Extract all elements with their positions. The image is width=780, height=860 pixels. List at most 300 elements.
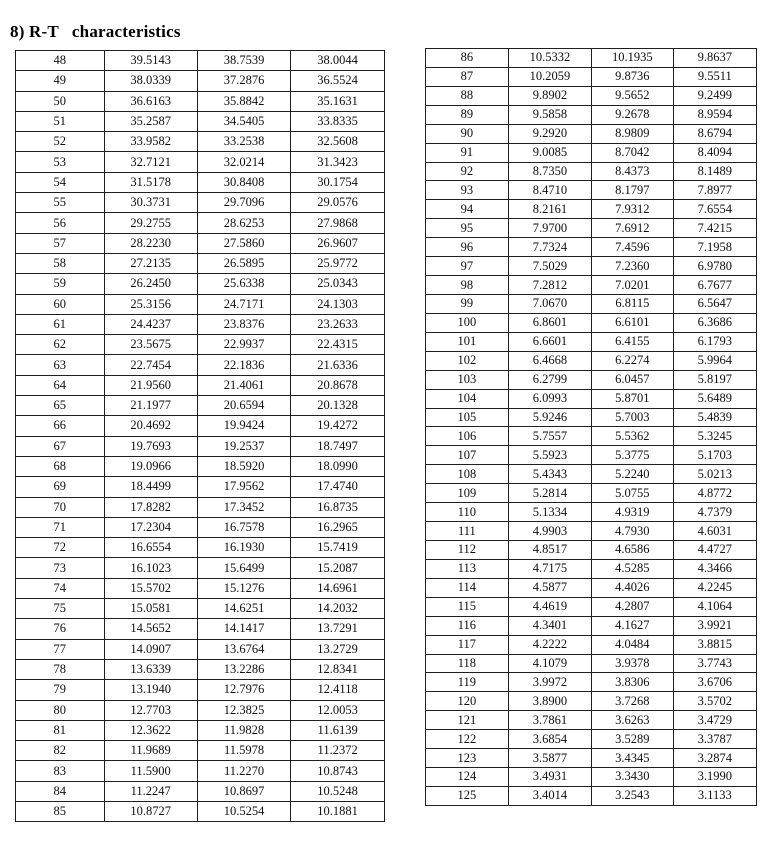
table-cell: 8.1797 [592, 181, 673, 200]
table-row [16, 132, 385, 152]
table-cell: 24.1303 [291, 294, 385, 314]
table-cell: 35.8842 [197, 91, 290, 111]
table-cell: 6.6101 [592, 313, 673, 332]
table-cell: 5.7557 [508, 427, 591, 446]
table-cell: 20.6594 [197, 396, 290, 416]
table-cell: 9.5652 [592, 86, 673, 105]
table-cell: 4.7175 [508, 559, 591, 578]
table-cell: 3.5877 [508, 749, 591, 768]
table-cell: 7.9312 [592, 200, 673, 219]
table-cell: 13.6764 [197, 639, 290, 659]
table-row [426, 200, 757, 219]
table-cell: 6.8115 [592, 294, 673, 313]
table-cell: 6.8601 [508, 313, 591, 332]
table-cell: 16.8735 [291, 497, 385, 517]
table-cell: 4.1627 [592, 616, 673, 635]
table-cell: 5.3775 [592, 446, 673, 465]
table-row [426, 446, 757, 465]
table-row [16, 51, 385, 71]
table-cell: 33.2538 [197, 132, 290, 152]
table-cell: 8.7042 [592, 143, 673, 162]
table-cell: 4.4727 [673, 540, 756, 559]
table-cell: 5.9246 [508, 408, 591, 427]
table-row [16, 355, 385, 375]
table-cell: 70 [16, 497, 105, 517]
table-cell: 9.8902 [508, 86, 591, 105]
table-row [16, 233, 385, 253]
table-cell: 109 [426, 484, 509, 503]
table-cell: 67 [16, 436, 105, 456]
table-cell: 8.4094 [673, 143, 756, 162]
table-cell: 113 [426, 559, 509, 578]
table-cell: 37.2876 [197, 71, 290, 91]
rt-table-right [425, 48, 757, 806]
table-row [426, 238, 757, 257]
table-cell: 122 [426, 730, 509, 749]
table-cell: 9.5511 [673, 67, 756, 86]
table-cell: 35.1631 [291, 91, 385, 111]
table-cell: 20.4692 [104, 416, 197, 436]
table-row [426, 105, 757, 124]
table-cell: 22.4315 [291, 335, 385, 355]
table-cell: 8.2161 [508, 200, 591, 219]
table-row [16, 619, 385, 639]
table-cell: 38.7539 [197, 51, 290, 71]
table-cell: 16.2965 [291, 517, 385, 537]
table-cell: 7.8977 [673, 181, 756, 200]
table-cell: 25.3156 [104, 294, 197, 314]
table-cell: 19.7693 [104, 436, 197, 456]
table-cell: 5.6489 [673, 389, 756, 408]
page-title: 8) R-T characteristics [10, 22, 181, 41]
table-cell: 6.5647 [673, 294, 756, 313]
table-cell: 15.2087 [291, 558, 385, 578]
table-row [426, 730, 757, 749]
table-cell: 11.5900 [104, 761, 197, 781]
table-cell: 3.8306 [592, 673, 673, 692]
table-cell: 3.5702 [673, 692, 756, 711]
table-cell: 10.8697 [197, 781, 290, 801]
table-cell: 5.3245 [673, 427, 756, 446]
table-cell: 26.9607 [291, 233, 385, 253]
table-cell: 23.5675 [104, 335, 197, 355]
table-cell: 29.2755 [104, 213, 197, 233]
table-cell: 24.7171 [197, 294, 290, 314]
table-cell: 8.4373 [592, 162, 673, 181]
table-row [16, 213, 385, 233]
table-cell: 7.0201 [592, 276, 673, 295]
table-cell: 9.2920 [508, 124, 591, 143]
table-cell: 6.1793 [673, 332, 756, 351]
table-cell: 61 [16, 314, 105, 334]
table-cell: 4.2245 [673, 578, 756, 597]
table-cell: 69 [16, 477, 105, 497]
table-cell: 6.6601 [508, 332, 591, 351]
table-cell: 97 [426, 257, 509, 276]
table-cell: 9.2678 [592, 105, 673, 124]
table-cell: 85 [16, 801, 105, 821]
table-row [426, 749, 757, 768]
table-cell: 7.6554 [673, 200, 756, 219]
table-cell: 3.8815 [673, 635, 756, 654]
table-cell: 4.7930 [592, 522, 673, 541]
table-cell: 3.3787 [673, 730, 756, 749]
table-row [426, 257, 757, 276]
table-cell: 7.7324 [508, 238, 591, 257]
table-row [16, 761, 385, 781]
table-cell: 30.3731 [104, 193, 197, 213]
table-cell: 15.6499 [197, 558, 290, 578]
table-cell: 93 [426, 181, 509, 200]
table-cell: 56 [16, 213, 105, 233]
table-cell: 4.5285 [592, 559, 673, 578]
table-cell: 15.1276 [197, 578, 290, 598]
table-cell: 12.4118 [291, 680, 385, 700]
table-row [16, 497, 385, 517]
table-row [16, 294, 385, 314]
table-cell: 6.7677 [673, 276, 756, 295]
table-cell: 16.7578 [197, 517, 290, 537]
table-row [16, 375, 385, 395]
table-cell: 23.8376 [197, 314, 290, 334]
table-row [426, 786, 757, 805]
table-cell: 25.9772 [291, 253, 385, 273]
table-cell: 3.7268 [592, 692, 673, 711]
table-row [16, 71, 385, 91]
table-row [426, 578, 757, 597]
table-row [426, 522, 757, 541]
table-cell: 22.9937 [197, 335, 290, 355]
table-row [426, 635, 757, 654]
table-cell: 19.9424 [197, 416, 290, 436]
table-cell: 101 [426, 332, 509, 351]
table-row [426, 711, 757, 730]
table-cell: 39.5143 [104, 51, 197, 71]
table-row [426, 484, 757, 503]
table-row [426, 408, 757, 427]
table-row [16, 193, 385, 213]
table-cell: 11.6139 [291, 720, 385, 740]
table-cell: 14.0907 [104, 639, 197, 659]
table-cell: 116 [426, 616, 509, 635]
table-row [426, 276, 757, 295]
table-cell: 17.2304 [104, 517, 197, 537]
table-cell: 5.4343 [508, 465, 591, 484]
table-cell: 11.5978 [197, 741, 290, 761]
table-cell: 7.5029 [508, 257, 591, 276]
table-cell: 17.4740 [291, 477, 385, 497]
table-cell: 34.5405 [197, 111, 290, 131]
table-cell: 107 [426, 446, 509, 465]
table-cell: 49 [16, 71, 105, 91]
table-cell: 118 [426, 654, 509, 673]
table-row [426, 465, 757, 484]
table-cell: 23.2633 [291, 314, 385, 334]
table-cell: 55 [16, 193, 105, 213]
table-cell: 60 [16, 294, 105, 314]
table-cell: 4.6586 [592, 540, 673, 559]
table-cell: 4.3466 [673, 559, 756, 578]
table-cell: 82 [16, 741, 105, 761]
table-row [426, 427, 757, 446]
table-cell: 36.6163 [104, 91, 197, 111]
table-cell: 3.5289 [592, 730, 673, 749]
table-cell: 18.7497 [291, 436, 385, 456]
table-row [426, 67, 757, 86]
table-cell: 120 [426, 692, 509, 711]
table-row [426, 294, 757, 313]
table-cell: 3.4014 [508, 786, 591, 805]
table-cell: 13.1940 [104, 680, 197, 700]
table-cell: 5.1703 [673, 446, 756, 465]
table-row [426, 654, 757, 673]
table-cell: 22.1836 [197, 355, 290, 375]
table-cell: 17.9562 [197, 477, 290, 497]
table-cell: 106 [426, 427, 509, 446]
table-cell: 12.0053 [291, 700, 385, 720]
table-cell: 115 [426, 597, 509, 616]
table-cell: 104 [426, 389, 509, 408]
table-cell: 96 [426, 238, 509, 257]
table-cell: 16.1023 [104, 558, 197, 578]
table-cell: 100 [426, 313, 509, 332]
table-cell: 4.5877 [508, 578, 591, 597]
table-cell: 92 [426, 162, 509, 181]
table-row [426, 503, 757, 522]
table-cell: 123 [426, 749, 509, 768]
table-cell: 77 [16, 639, 105, 659]
table-cell: 14.6251 [197, 599, 290, 619]
table-cell: 105 [426, 408, 509, 427]
table-row [426, 86, 757, 105]
table-row [426, 162, 757, 181]
table-cell: 6.9780 [673, 257, 756, 276]
table-row [16, 741, 385, 761]
table-cell: 95 [426, 219, 509, 238]
table-cell: 51 [16, 111, 105, 131]
table-row [16, 680, 385, 700]
table-cell: 13.2286 [197, 659, 290, 679]
table-cell: 13.7291 [291, 619, 385, 639]
table-cell: 7.4215 [673, 219, 756, 238]
table-row [16, 781, 385, 801]
table-cell: 4.4619 [508, 597, 591, 616]
table-row [16, 558, 385, 578]
table-row [426, 332, 757, 351]
table-row [16, 396, 385, 416]
table-cell: 98 [426, 276, 509, 295]
table-cell: 29.7096 [197, 193, 290, 213]
table-cell: 4.1079 [508, 654, 591, 673]
table-cell: 48 [16, 51, 105, 71]
table-cell: 124 [426, 768, 509, 787]
table-cell: 3.1990 [673, 768, 756, 787]
table-cell: 15.0581 [104, 599, 197, 619]
table-cell: 6.4155 [592, 332, 673, 351]
table-cell: 125 [426, 786, 509, 805]
table-cell: 3.9921 [673, 616, 756, 635]
table-cell: 32.7121 [104, 152, 197, 172]
table-cell: 21.1977 [104, 396, 197, 416]
table-cell: 38.0339 [104, 71, 197, 91]
table-cell: 75 [16, 599, 105, 619]
table-cell: 7.2812 [508, 276, 591, 295]
table-cell: 15.5702 [104, 578, 197, 598]
table-cell: 32.0214 [197, 152, 290, 172]
table-cell: 3.2543 [592, 786, 673, 805]
table-cell: 94 [426, 200, 509, 219]
table-cell: 4.9903 [508, 522, 591, 541]
table-cell: 114 [426, 578, 509, 597]
table-cell: 5.1334 [508, 503, 591, 522]
table-cell: 4.7379 [673, 503, 756, 522]
table-cell: 4.1064 [673, 597, 756, 616]
table-cell: 5.8701 [592, 389, 673, 408]
table-row [16, 700, 385, 720]
table-row [426, 124, 757, 143]
table-cell: 3.1133 [673, 786, 756, 805]
table-cell: 14.6961 [291, 578, 385, 598]
table-cell: 12.7976 [197, 680, 290, 700]
table-cell: 21.6336 [291, 355, 385, 375]
table-cell: 78 [16, 659, 105, 679]
table-cell: 8.6794 [673, 124, 756, 143]
table-cell: 54 [16, 172, 105, 192]
table-cell: 63 [16, 355, 105, 375]
table-cell: 19.4272 [291, 416, 385, 436]
table-cell: 7.6912 [592, 219, 673, 238]
table-cell: 58 [16, 253, 105, 273]
table-cell: 112 [426, 540, 509, 559]
table-cell: 18.4499 [104, 477, 197, 497]
table-cell: 3.6263 [592, 711, 673, 730]
table-cell: 3.9378 [592, 654, 673, 673]
table-row [426, 597, 757, 616]
table-cell: 68 [16, 456, 105, 476]
table-cell: 3.3430 [592, 768, 673, 787]
table-cell: 24.4237 [104, 314, 197, 334]
table-cell: 9.0085 [508, 143, 591, 162]
table-cell: 7.0670 [508, 294, 591, 313]
table-row [426, 692, 757, 711]
table-row [16, 274, 385, 294]
table-cell: 35.2587 [104, 111, 197, 131]
table-row [16, 335, 385, 355]
table-row [426, 181, 757, 200]
table-cell: 73 [16, 558, 105, 578]
table-cell: 6.2799 [508, 370, 591, 389]
table-row [426, 143, 757, 162]
table-cell: 7.4596 [592, 238, 673, 257]
table-row [16, 578, 385, 598]
table-cell: 81 [16, 720, 105, 740]
table-cell: 66 [16, 416, 105, 436]
table-cell: 27.5860 [197, 233, 290, 253]
table-cell: 31.5178 [104, 172, 197, 192]
table-cell: 3.7743 [673, 654, 756, 673]
table-cell: 26.5895 [197, 253, 290, 273]
table-cell: 6.2274 [592, 351, 673, 370]
table-cell: 57 [16, 233, 105, 253]
table-cell: 11.2270 [197, 761, 290, 781]
table-cell: 90 [426, 124, 509, 143]
table-cell: 30.1754 [291, 172, 385, 192]
table-cell: 10.1881 [291, 801, 385, 821]
table-row [16, 720, 385, 740]
table-cell: 5.7003 [592, 408, 673, 427]
table-row [426, 219, 757, 238]
table-cell: 50 [16, 91, 105, 111]
table-cell: 5.0755 [592, 484, 673, 503]
table-cell: 19.0966 [104, 456, 197, 476]
table-cell: 13.2729 [291, 639, 385, 659]
table-cell: 14.2032 [291, 599, 385, 619]
table-cell: 103 [426, 370, 509, 389]
table-cell: 4.3401 [508, 616, 591, 635]
table-row [426, 673, 757, 692]
table-cell: 4.2807 [592, 597, 673, 616]
table-cell: 9.8637 [673, 49, 756, 68]
table-cell: 4.8517 [508, 540, 591, 559]
table-cell: 15.7419 [291, 538, 385, 558]
table-cell: 4.8772 [673, 484, 756, 503]
table-cell: 11.9828 [197, 720, 290, 740]
table-cell: 33.8335 [291, 111, 385, 131]
table-cell: 18.5920 [197, 456, 290, 476]
table-row [426, 559, 757, 578]
table-cell: 38.0044 [291, 51, 385, 71]
table-cell: 3.4729 [673, 711, 756, 730]
table-cell: 8.7350 [508, 162, 591, 181]
table-cell: 71 [16, 517, 105, 537]
table-cell: 52 [16, 132, 105, 152]
table-row [16, 477, 385, 497]
table-cell: 5.5923 [508, 446, 591, 465]
table-cell: 86 [426, 49, 509, 68]
table-cell: 26.2450 [104, 274, 197, 294]
table-cell: 33.9582 [104, 132, 197, 152]
table-cell: 74 [16, 578, 105, 598]
table-cell: 10.1935 [592, 49, 673, 68]
table-cell: 8.9809 [592, 124, 673, 143]
table-cell: 99 [426, 294, 509, 313]
table-cell: 111 [426, 522, 509, 541]
table-cell: 25.0343 [291, 274, 385, 294]
rt-table-left-body [16, 51, 385, 822]
table-cell: 13.6339 [104, 659, 197, 679]
table-cell: 110 [426, 503, 509, 522]
table-cell: 5.8197 [673, 370, 756, 389]
table-cell: 5.9964 [673, 351, 756, 370]
table-cell: 12.3825 [197, 700, 290, 720]
table-cell: 11.2247 [104, 781, 197, 801]
table-cell: 17.8282 [104, 497, 197, 517]
table-row [426, 351, 757, 370]
table-cell: 17.3452 [197, 497, 290, 517]
table-row [16, 639, 385, 659]
table-cell: 4.4026 [592, 578, 673, 597]
table-cell: 20.1328 [291, 396, 385, 416]
table-cell: 88 [426, 86, 509, 105]
table-cell: 108 [426, 465, 509, 484]
table-cell: 84 [16, 781, 105, 801]
table-row [16, 599, 385, 619]
table-cell: 102 [426, 351, 509, 370]
table-row [426, 370, 757, 389]
table-cell: 36.5524 [291, 71, 385, 91]
table-cell: 76 [16, 619, 105, 639]
table-cell: 27.2135 [104, 253, 197, 273]
